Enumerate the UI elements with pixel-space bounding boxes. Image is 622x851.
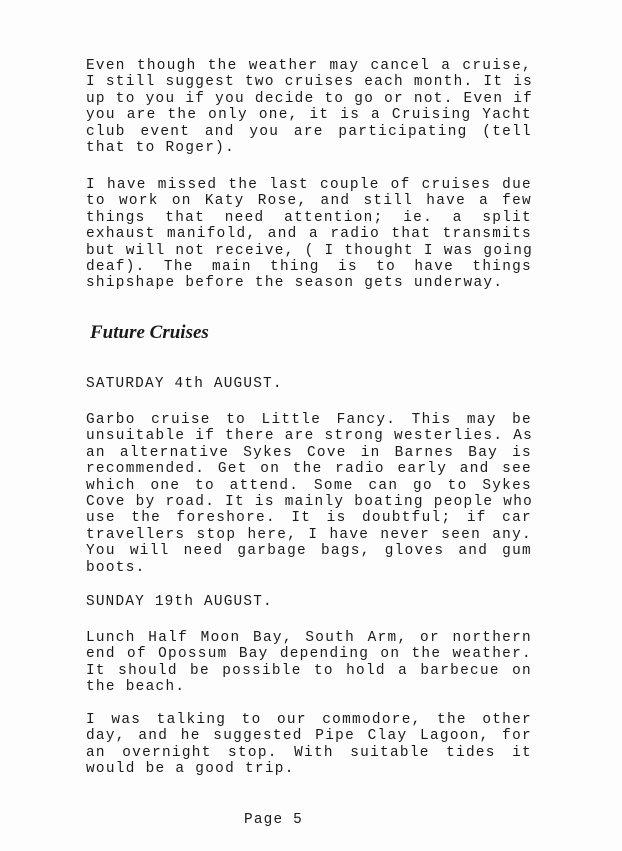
text-line: an alternative Sykes Cove in Barnes Bay is [86, 444, 532, 461]
text-line: to work on Katy Rose, and still have a few [86, 193, 532, 210]
text-line: but will not receive, ( I thought I was going [86, 242, 534, 259]
paragraph-lunch [86, 630, 532, 696]
text-line: recommended. Get on the radio early and see [86, 461, 532, 478]
page-number: Page 5 [244, 812, 304, 828]
paragraph-garbo-cruise [86, 412, 532, 576]
text-line: you are the only one, it is a Cruising Yacht [86, 107, 532, 124]
paragraph-cruise-schedule [86, 58, 532, 156]
text-line: day, and he suggested Pipe Clay Lagoon, for [86, 728, 532, 745]
text-line: deaf). The main thing is to have things [86, 259, 532, 276]
text-line: unsuitable if there are strong westerlies. As [86, 428, 534, 445]
text-line: boots. [86, 559, 146, 576]
paragraph-katy-rose [86, 177, 532, 292]
text-line: club event and you are participating (tell [86, 123, 532, 140]
event-date-sunday: SUNDAY 19th AUGUST. [86, 594, 273, 610]
text-line: Lunch Half Moon Bay, South Arm, or northern [86, 630, 532, 646]
text-line: end of Opossum Bay depending on the weather. [86, 646, 532, 663]
section-heading: Future Cruises [90, 322, 209, 343]
text-line: exhaust manifold, and a radio that transmits [86, 226, 532, 243]
text-line: I was talking to our commodore, the other [86, 712, 532, 728]
text-line: that to Roger). [86, 140, 236, 157]
text-line: which one to attend. Some can go to Sykes [86, 477, 532, 494]
text-line: use the foreshore. It is doubtful; if car [86, 510, 532, 527]
text-line: shipshape before the season gets underway. [86, 275, 504, 292]
text-line: the beach. [86, 679, 186, 696]
text-line: Cove by road. It is mainly boating people who [86, 494, 534, 511]
text-line: I have missed the last couple of cruises due [86, 177, 532, 193]
text-line: would be a good trip. [86, 761, 295, 778]
text-line: up to you if you decide to go or not. Even if [86, 90, 534, 107]
text-line: You will need garbage bags, gloves and gum [86, 543, 532, 560]
text-line: Garbo cruise to Little Fancy. This may be [86, 412, 532, 428]
text-line: It should be possible to hold a barbecue on [86, 662, 532, 679]
event-date-saturday: SATURDAY 4th AUGUST. [86, 376, 283, 392]
text-line: Even though the weather may cancel a cruise, [86, 58, 532, 74]
paragraph-commodore [86, 712, 532, 778]
text-line: I still suggest two cruises each month. It is [86, 74, 534, 91]
text-line: an overnight stop. With suitable tides it [86, 744, 532, 761]
text-line: travellers stop here, I have never seen any. [86, 526, 532, 543]
text-line: things that need attention; ie. a split [86, 209, 532, 226]
